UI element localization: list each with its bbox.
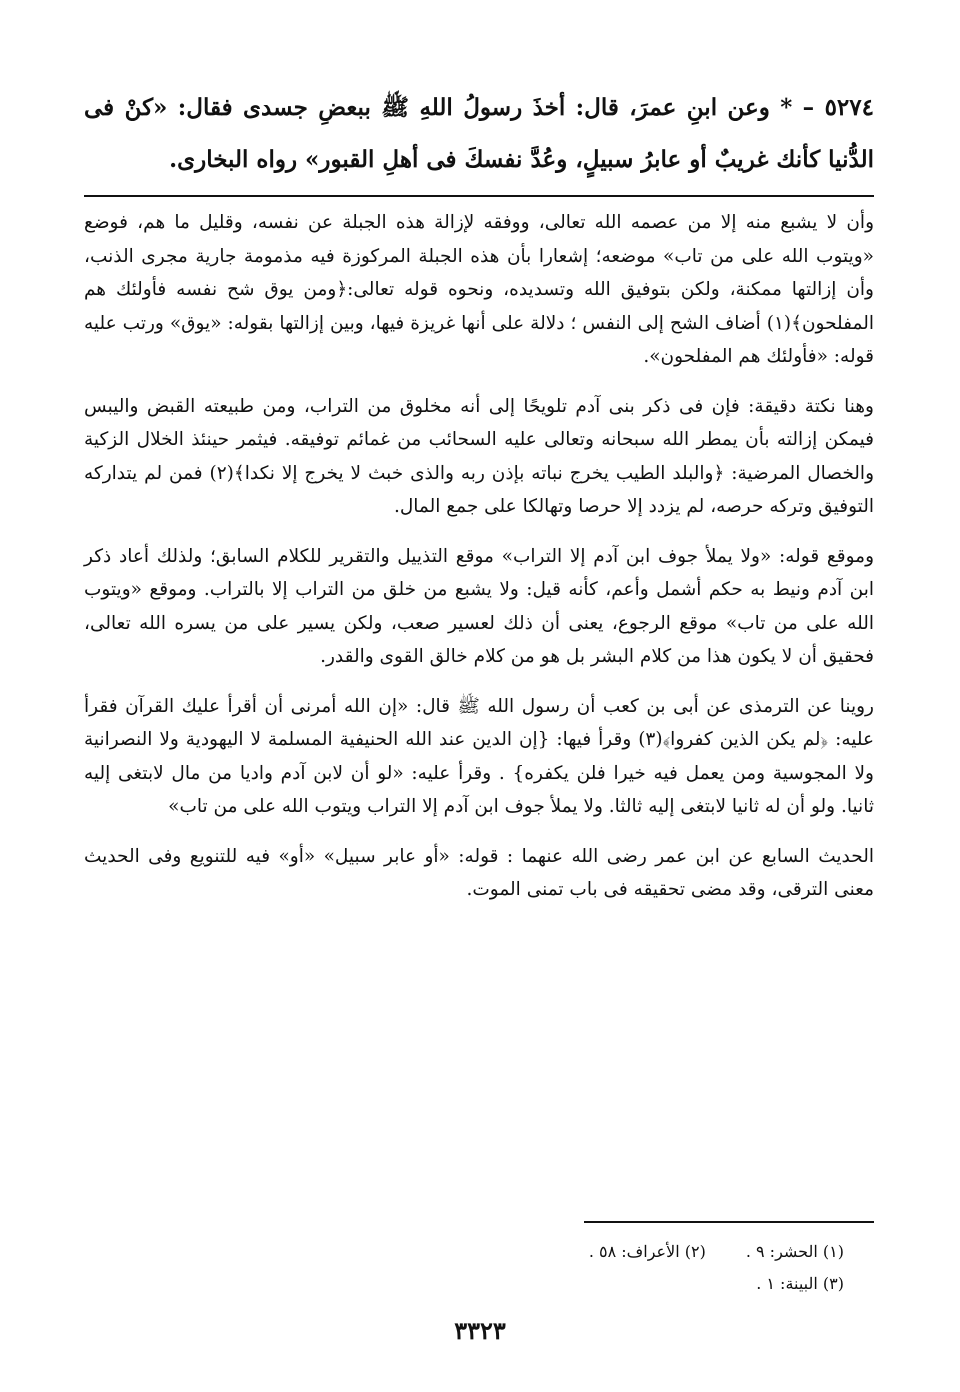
commentary-paragraph: الحديث السابع عن ابن عمر رضى الله عنهما : قوله: «أو عابر سبيل» «أو» فيه للتنويع وفى الحديث معنى الترقى، وقد مضى تحقيقه فى باب تمنى الموت. bbox=[84, 845, 874, 900]
hadith-text: ٥٢٧٤ – * وعن ابنِ عمرَ، قال: أخذَ رسولُ اللهِ ﷺ ببعضِ جسدى فقال: «كنْ فى الدُّنيا كأنك غريبٌ أو عابرُ سبيلٍ، وعُدَّ نفسكَ فى أهلِ القبور» رواه البخارى. bbox=[84, 94, 874, 173]
header-divider bbox=[84, 195, 874, 197]
footnotes bbox=[444, 1236, 844, 1300]
commentary-paragraph: روينا عن الترمذى عن أبى بن كعب أن رسول الله ﷺ قال: «إن الله أمرنى أن أقرأ عليك القرآن فقرأ عليه: ﴿لم يكن الذين كفروا﴾(٣) وقرأ فيها: {إن الدين عند الله الحنيفية المسلمة لا اليهودية ولا النصرانية ولا المجوسية ومن يعمل فيه خيرا فلن يكفره} . وقرأ عليه: «لو أن لابن آدم واديا من مال لابتغى إليه ثانيا. ولو أن له ثانيا لابتغى إليه ثالثا. ولا يملأ جوف ابن آدم إلا التراب ويتوب الله على من تاب» bbox=[84, 695, 874, 817]
footnote-row bbox=[444, 1268, 844, 1300]
commentary-body bbox=[84, 206, 874, 923]
footnote-divider bbox=[584, 1221, 874, 1223]
commentary-paragraph: وموقع قوله: «ولا يملأ جوف ابن آدم إلا التراب» موقع التذييل والتقرير للكلام السابق؛ ولذلك أعاد ذكر ابن آدم ونيط به حكم أشمل وأعم، كأنه قيل: ولا يشبع من خلق من التراب إلا بالتراب. وموقع «ويتوب الله على من تاب» موقع الرجوع، يعنى أن ذلك لعسير صعب، ولكن يسير على من يسره الله تعالى، فحقيق أن لا يكون هذا من كلام البشر بل هو من كلام خالق القوى والقدر. bbox=[84, 545, 874, 667]
footnote-row bbox=[444, 1236, 844, 1268]
footnote-1: (١) الحشر: ٩ . bbox=[745, 1242, 844, 1261]
commentary-paragraph: وأن لا يشبع منه إلا من عصمه الله تعالى، ووفقه لإزالة هذه الجبلة عن نفسه، وقليل ما هم، فوضع «ويتوب الله على من تاب» موضعه؛ إشعارا بأن هذه الجبلة المركوزة فيه مذمومة جارية مجرى الذنب، وأن إزالتها ممكنة، ولكن بتوفيق الله وتسديده، ونحوه قوله تعالى:﴿ومن يوق شح نفسه فأولئك هم المفلحون﴾(١) أضاف الشح إلى النفس ؛ دلالة على أنها غريزة فيها، وبين إزالتها بقوله: «يوق» ورتب عليه قوله: «فأولئك هم المفلحون». bbox=[84, 212, 874, 367]
page-number: ٣٣٢٣ bbox=[454, 1316, 506, 1345]
footnote-3: (٣) البينة: ١ . bbox=[756, 1274, 844, 1293]
commentary-paragraph: وهنا نكتة دقيقة: فإن فى ذكر بنى آدم تلويحًا إلى أنه مخلوق من التراب، ومن طبيعته القبض واليبس فيمكن إزالته بأن يمطر الله سبحانه وتعالى عليه السحائب من غمائم توفيقه. فيثمر حينئذ الخلال الزكية والخصال المرضية: ﴿والبلد الطيب يخرج نباته بإذن ربه والذى خبث لا يخرج إلا نكدا﴾(٢) فمن لم يتداركه التوفيق وتركه حرصه، لم يزدد إلا حرصا وتهالكا على جمع المال. bbox=[84, 395, 874, 517]
footnote-2: (٢) الأعراف: ٥٨ . bbox=[588, 1242, 706, 1261]
